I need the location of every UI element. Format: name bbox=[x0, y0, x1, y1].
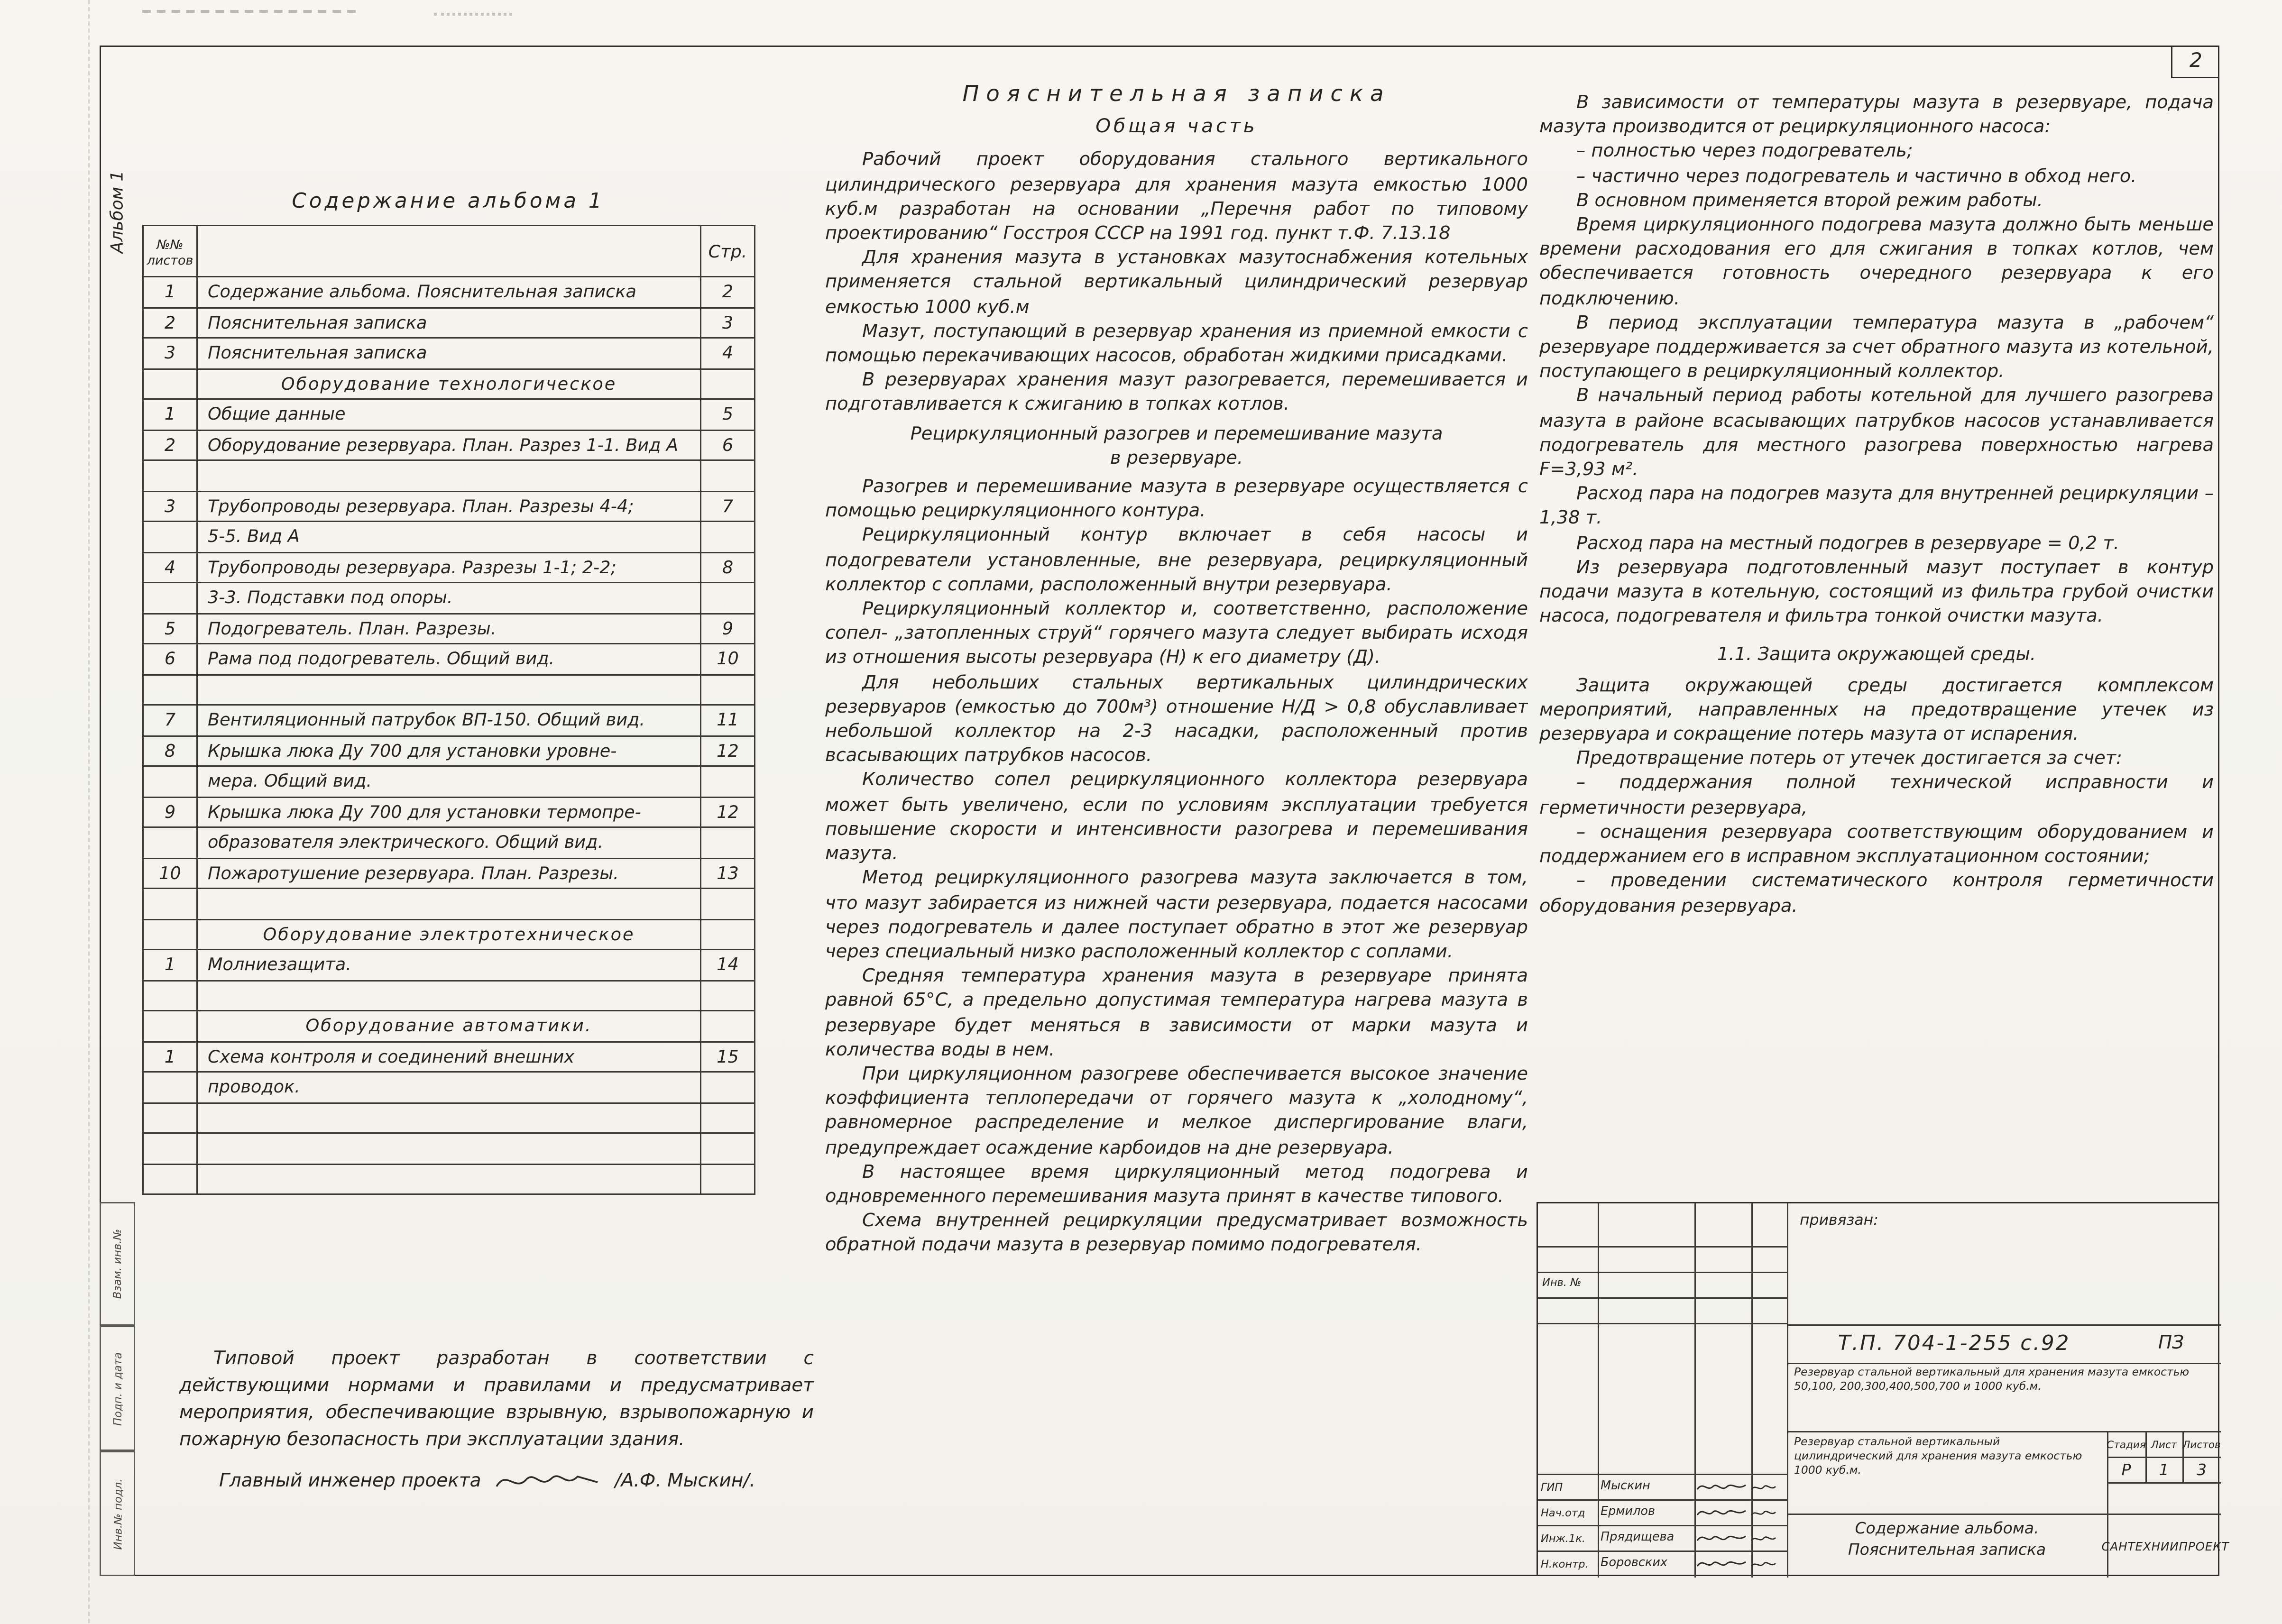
note-title: Пояснительная записка bbox=[962, 83, 1391, 107]
toc-row: 3 Трубопроводы резервуара. План. Разрезы 4-4; 7 bbox=[143, 491, 755, 522]
toc-row: 6 Рама под подогреватель. Общий вид. 10 bbox=[143, 644, 755, 675]
note-column-2 bbox=[1539, 91, 2214, 918]
signature-squiggle bbox=[1694, 1478, 1748, 1495]
tb-line bbox=[1538, 1323, 1787, 1324]
chief-engineer-statement bbox=[179, 1346, 814, 1495]
title-block bbox=[1537, 1202, 2229, 1576]
signature-squiggle bbox=[1694, 1555, 1748, 1572]
binding-label: привязан: bbox=[1800, 1212, 1878, 1229]
stage-value: Р bbox=[2121, 1460, 2131, 1479]
toc-blank-row bbox=[143, 1133, 755, 1164]
toc-col-num: №№ bbox=[156, 238, 184, 253]
chief-engineer-signature-line bbox=[179, 1467, 814, 1495]
sign-label: Главный инженер проекта bbox=[219, 1470, 481, 1492]
toc-col-page: Стр. bbox=[701, 226, 755, 277]
toc-row: 3-3. Подставки под опоры. bbox=[143, 583, 755, 614]
toc-blank-row bbox=[143, 460, 755, 491]
document-number-row bbox=[1787, 1324, 2221, 1363]
tb-line bbox=[1538, 1272, 1787, 1273]
inventory-number-label: Инв. № bbox=[1542, 1276, 1582, 1289]
margin-stamp-inv: Инв.№ подл. bbox=[100, 1451, 135, 1576]
paragraph: Расход пара на местный подогрев в резервуаре = 0,2 т. bbox=[1576, 532, 2120, 554]
sheets-label: Листов bbox=[2182, 1437, 2221, 1450]
toc-row: 5 Подогреватель. План. Разрезы. 9 bbox=[143, 613, 755, 644]
signature-squiggle bbox=[1694, 1504, 1748, 1521]
paragraph: Рециркуляционный коллектор и, соответственно, расположение сопел- „затопленных струй“ горячего мазута следует выбирать исходя из отношения высоты резервуара (Н) к его диаметру (Д). bbox=[825, 599, 1528, 670]
toc-header-row: №№ листов Стр. bbox=[143, 226, 755, 277]
tb-line bbox=[1538, 1246, 1787, 1248]
paragraph: – полностью через подогреватель; bbox=[1576, 141, 1913, 163]
paragraph: В начальный период работы котельной для лучшего разогрева мазута в районе всасывающих патрубков насосов устанавливается подогреватель для местного разогрева поверхностью нагрева F=3,93 м². bbox=[1539, 386, 2214, 481]
sheet-label: Лист bbox=[2151, 1437, 2177, 1450]
paragraph: Мазут, поступающий в резервуар хранения из приемной емкости с помощью перекачивающих насосов, обработан жидкими присадками. bbox=[825, 321, 1528, 367]
toc-blank-row bbox=[143, 674, 755, 705]
sheet-title: Содержание альбома. Пояснительная записка bbox=[1848, 1519, 2046, 1559]
toc-row: мера. Общий вид. bbox=[143, 766, 755, 797]
tb-line bbox=[1538, 1297, 1787, 1299]
toc-row: 9 Крышка люка Ду 700 для установки термопре- 12 bbox=[143, 797, 755, 827]
tb-line bbox=[2107, 1482, 2221, 1484]
toc-blank-row bbox=[143, 980, 755, 1011]
object-description: Резервуар стальной вертикальный цилиндрический для хранения мазута емкостью 1000 куб.м. bbox=[1794, 1435, 2082, 1477]
paragraph: Средняя температура хранения мазута в резервуаре принята равной 65°С, а предельно допустимая температура нагрева мазута в резервуаре будет меняться в зависимости от марки мазута и количества воды в нем. bbox=[825, 966, 1528, 1061]
signature-squiggle bbox=[493, 1467, 604, 1495]
signer-row: Инж.1к. Прядищева bbox=[1538, 1525, 1787, 1551]
paragraph: Для хранения мазута в установках мазутоснабжения котельных применяется стальной вертикальный цилиндрический резервуар емкостью 1000 куб.м bbox=[825, 248, 1528, 318]
paragraph: В период эксплуатации температура мазута в „рабочем“ резервуаре поддерживается за счет обратного мазута из котельной, поступающего в рециркуляционный коллектор. bbox=[1539, 312, 2214, 383]
toc-row: проводок. bbox=[143, 1072, 755, 1103]
paragraph: Защита окружающей среды достигается комплексом мероприятий, направленных на предотвращение утечек из резервуара и сокращение потерь мазута от испарения. bbox=[1539, 675, 2214, 746]
toc-row: 2 Пояснительная записка 3 bbox=[143, 307, 755, 338]
paragraph: Количество сопел рециркуляционного коллектора резервуара может быть увеличено, если по условиям эксплуатации требуется повышение скорости и интенсивности разогрева и перемешивания мазута. bbox=[825, 770, 1528, 865]
toc-section-row: Оборудование технологическое bbox=[143, 368, 755, 399]
paragraph: В основном применяется второй режим работы. bbox=[1576, 190, 2043, 212]
date-squiggle bbox=[1748, 1505, 1780, 1519]
sheet-value: 1 bbox=[2159, 1460, 2169, 1479]
toc-row: 4 Трубопроводы резервуара. Разрезы 1-1; 2-2; 8 bbox=[143, 552, 755, 583]
signer-row: Нач.отд Ермилов bbox=[1538, 1499, 1787, 1525]
scan-artifact bbox=[142, 10, 356, 13]
tb-line bbox=[1787, 1363, 2221, 1364]
paragraph: – частично через подогреватель и частично в обход него. bbox=[1576, 165, 2137, 187]
paragraph: – проведении систематического контроля герметичности оборудования резервуара. bbox=[1539, 871, 2214, 917]
sheets-value: 3 bbox=[2197, 1460, 2207, 1479]
note-subtitle: Общая часть bbox=[1095, 115, 1258, 138]
margin-stamp-vzam: Взам. инв.№ bbox=[100, 1202, 135, 1326]
tb-line bbox=[1787, 1203, 1788, 1578]
paragraph: В настоящее время циркуляционный метод подогрева и одновременного перемешивания мазута принят в качестве типового. bbox=[825, 1162, 1528, 1208]
toc-row: 3 Пояснительная записка 4 bbox=[143, 338, 755, 369]
paragraph: В зависимости от температуры мазута в резервуаре, подача мазута производится от рециркуляционного насоса: bbox=[1539, 92, 2214, 138]
stage-label: Стадия bbox=[2107, 1437, 2146, 1450]
organization-name: САНТЕХНИИПРОЕКТ bbox=[2101, 1538, 2229, 1553]
toc-row: 1 Содержание альбома. Пояснительная записка 2 bbox=[143, 277, 755, 308]
paragraph: Разогрев и перемешивание мазута в резервуаре осуществляется с помощью рециркуляционного контура. bbox=[825, 477, 1528, 523]
statement-text: Типовой проект разработан в соответствии с действующими нормами и правилами и предусматривает мероприятия, обеспечивающие взрывную, взрывопожарную и пожарную безопасность при эксплуатации здания. bbox=[179, 1349, 814, 1451]
toc-title: Содержание альбома 1 bbox=[292, 191, 605, 213]
toc-row: 2 Оборудование резервуара. План. Разрез 1-1. Вид А 6 bbox=[143, 430, 755, 460]
toc-row: 10 Пожаротушение резервуара. План. Разрезы. 13 bbox=[143, 858, 755, 889]
signer-row: Н.контр. Боровских bbox=[1538, 1551, 1787, 1576]
toc-row: 8 Крышка люка Ду 700 для установки уровне- 12 bbox=[143, 735, 755, 766]
paragraph: При циркуляционном разогреве обеспечивается высокое значение коэффициента теплопередачи от горячего мазута к „холодному“, равномерное распределение и мелкое диспергирование влаги, предупреждает осаждение карбоидов на дне резервуара. bbox=[825, 1064, 1528, 1159]
sheet-number-box bbox=[2171, 46, 2219, 78]
document-code: ПЗ bbox=[2158, 1333, 2184, 1354]
sign-name: /А.Ф. Мыскин/. bbox=[615, 1470, 755, 1492]
toc-section-row: Оборудование электротехническое bbox=[143, 919, 755, 950]
date-squiggle bbox=[1748, 1479, 1780, 1494]
toc-blank-row bbox=[143, 889, 755, 919]
toc-row: образователя электрического. Общий вид. bbox=[143, 827, 755, 858]
toc-section-row: Оборудование автоматики. bbox=[143, 1011, 755, 1042]
scan-fold-line bbox=[88, 0, 90, 1623]
toc-blank-row bbox=[143, 1164, 755, 1194]
note-mid-heading: Рециркуляционный разогрев и перемешивание мазута в резервуаре. bbox=[910, 423, 1443, 469]
toc-table bbox=[142, 225, 755, 1195]
toc-row: 1 Молниезащита. 14 bbox=[143, 950, 755, 981]
paragraph: Предотвращение потерь от утечек достигается за счет: bbox=[1576, 748, 2123, 770]
margin-stamp-podpis: Подп. и дата bbox=[100, 1326, 135, 1451]
series-description: Резервуар стальной вертикальный для хранения мазута емкостью 50,100, 200,300,400,500,700 и 1000 куб.м. bbox=[1794, 1366, 2190, 1393]
scan-artifact bbox=[434, 13, 512, 16]
note-column-1 bbox=[825, 83, 1528, 1258]
paragraph: Для небольших стальных вертикальных цилиндрических резервуаров (емкостью до 700м³) отношение Н/Д > 0,8 обуславливает небольшой коллектор на 2-3 насадки, расположенный против всасывающих патрубков насосов. bbox=[825, 672, 1528, 767]
signature-squiggle bbox=[1694, 1529, 1748, 1546]
paragraph: В резервуарах хранения мазут разогревается, перемешивается и подготавливается к сжиганию в топках котлов. bbox=[825, 370, 1528, 416]
paragraph: – поддержания полной технической исправности и герметичности резервуара, bbox=[1539, 773, 2214, 819]
paragraph: Рабочий проект оборудования стального вертикального цилиндрического резервуара для хранения мазута емкостью 1000 куб.м разработан на основании „Перечня работ по типовому проектированию“ Госстроя СССР на 1991 год. пункт т.Ф. 7.13.18 bbox=[825, 150, 1528, 245]
toc-row: 1 Схема контроля и соединений внешних 15 bbox=[143, 1041, 755, 1072]
album-side-label: Альбом 1 bbox=[107, 170, 127, 254]
date-squiggle bbox=[1748, 1531, 1780, 1545]
paragraph: Рециркуляционный контур включает в себя насосы и подогреватели установленные, вне резервуара, рециркуляционный коллектор с соплами, расположенный внутри резервуара. bbox=[825, 525, 1528, 596]
paragraph: Метод рециркуляционного разогрева мазута заключается в том, что мазут забирается из нижней части резервуара, подается насосами через подогреватель и далее поступает обратно в этот же резервуар через специальный низко расположенный коллектор с соплами. bbox=[825, 868, 1528, 963]
sheet-number: 2 bbox=[2190, 50, 2202, 73]
paragraph: Время циркуляционного подогрева мазута должно быть меньше времени расходования его для сжигания в топках котлов, чем обеспечивается готовность очередного резервуара к его подключению. bbox=[1539, 215, 2214, 310]
toc-blank-row bbox=[143, 1102, 755, 1133]
document-number: Т.П. 704-1-255 с.92 bbox=[1838, 1332, 2070, 1355]
env-section-heading: 1.1. Защита окружающей среды. bbox=[1717, 645, 2036, 667]
toc-row: 5-5. Вид А bbox=[143, 522, 755, 552]
toc-row: 7 Вентиляционный патрубок ВП-150. Общий вид. 11 bbox=[143, 705, 755, 736]
signer-row: ГИП Мыскин bbox=[1538, 1474, 1787, 1499]
paragraph: Из резервуара подготовленный мазут поступает в контур подачи мазута в котельную, состоящий из фильтра грубой очистки насоса, подогревателя и фильтра тонкой очистки мазута. bbox=[1539, 557, 2214, 628]
paragraph: Схема внутренней рециркуляции предусматривает возможность обратной подачи мазута в резервуар помимо подогревателя. bbox=[825, 1211, 1528, 1257]
date-squiggle bbox=[1748, 1556, 1780, 1570]
paragraph: Расход пара на подогрев мазута для внутренней рециркуляции – 1,38 т. bbox=[1539, 484, 2214, 530]
toc-row: 1 Общие данные 5 bbox=[143, 399, 755, 430]
paragraph: – оснащения резервуара соответствующим оборудованием и поддержанием его в исправном эксплуатационном состоянии; bbox=[1539, 822, 2214, 868]
